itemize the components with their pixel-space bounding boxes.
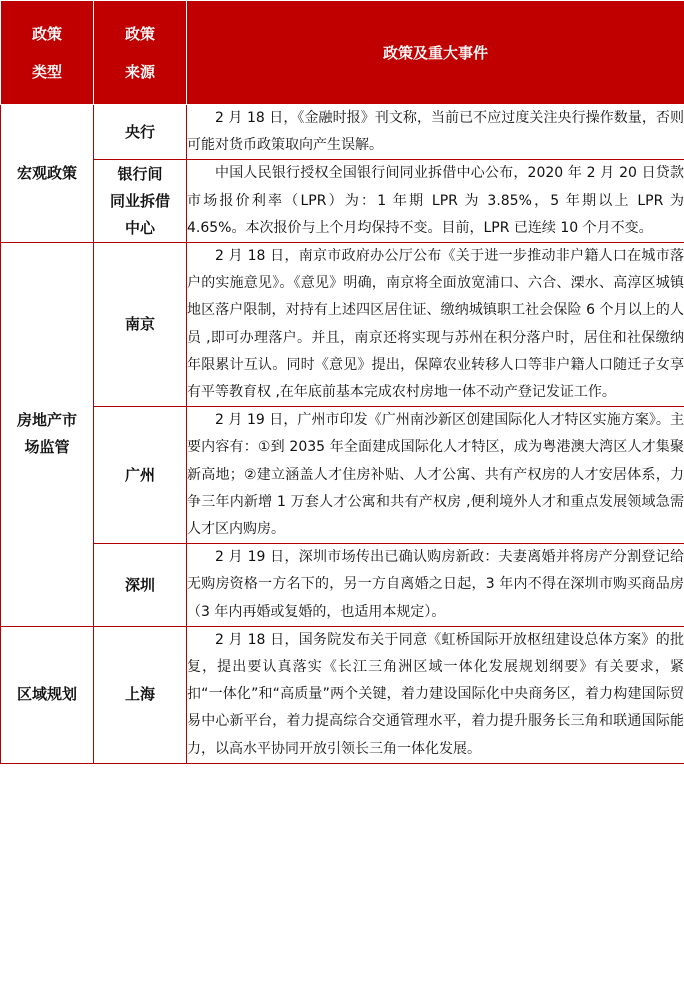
policy-event-text: 2 月 18 日，《金融时报》刊文称，当前已不应过度关注央行操作数量，否则可能对货币政策取向产生误解。 — [187, 105, 684, 160]
source-line: 银行间 — [117, 164, 163, 183]
table-row — [1, 407, 684, 544]
table-row — [1, 626, 684, 763]
policy-source-cell — [94, 544, 187, 627]
policy-source-cell — [94, 626, 187, 763]
table-row — [1, 105, 684, 160]
policy-event-text: 2 月 19 日，广州市印发《广州南沙新区创建国际化人才特区实施方案》。主要内容有：①到 2035 年全面建成国际化人才特区，成为粤港澳大湾区人才集聚新高地；②建立涵盖人才住房补贴、人才公寓、共有产权房的人才安居体系，力争三年内新增 1 万套人才公寓和共有产权房 ,便利境外人才和重点发展领域急需人才区内购房。 — [187, 407, 684, 544]
table-row — [1, 160, 684, 243]
header-policy-type — [1, 1, 94, 105]
policy-event-text: 中国人民银行授权全国银行间同业拆借中心公布，2020 年 2 月 20 日贷款市场报价利率（LPR）为：1 年期 LPR 为 3.85%，5 年期以上 LPR 为 4.65%。本次报价与上个月均保持不变。目前，LPR 已连续 10 个月不变。 — [187, 160, 684, 243]
source-line: 同业拆借 — [109, 191, 170, 210]
header-type-line2: 类型 — [31, 62, 62, 81]
source-line: 中心 — [124, 218, 155, 237]
source-line: 央行 — [124, 122, 155, 141]
header-policy-source — [94, 1, 187, 105]
policy-type-cell: 区域规划 — [1, 626, 94, 763]
source-line: 上海 — [124, 685, 155, 704]
policy-source-cell — [94, 407, 187, 544]
header-source-line2: 来源 — [124, 62, 155, 81]
policy-source-cell — [94, 160, 187, 243]
policy-type-cell: 宏观政策 — [1, 105, 94, 243]
policy-event-text: 2 月 19 日，深圳市场传出已确认购房新政：夫妻离婚并将房产分割登记给无购房资格一方名下的，另一方自离婚之日起，3 年内不得在深圳市购买商品房（3 年内再婚或复婚的，也适用本规定）。 — [187, 544, 684, 627]
source-line: 深圳 — [124, 575, 155, 594]
header-events: 政策及重大事件 — [187, 1, 684, 105]
table-row — [1, 243, 684, 407]
source-line: 广州 — [124, 465, 155, 484]
type-line: 场监管 — [24, 438, 70, 457]
header-source-line1: 政策 — [124, 24, 155, 43]
policy-event-text: 2 月 18 日，国务院发布关于同意《虹桥国际开放枢纽建设总体方案》的批复，提出要认真落实《长江三角洲区域一体化发展规划纲要》有关要求，紧扣“一体化”和“高质量”两个关键，着力建设国际化中央商务区，着力构建国际贸易中心新平台，着力提高综合交通管理水平，着力提升服务长三角和联通国际能力，以高水平协同开放引领长三角一体化发展。 — [187, 626, 684, 763]
header-row — [1, 1, 684, 105]
policy-event-text: 2 月 18 日，南京市政府办公厅公布《关于进一步推动非户籍人口在城市落户的实施意见》。《意见》明确，南京将全面放宽浦口、六合、溧水、高淳区城镇地区落户限制，对持有上述四区居住证、缴纳城镇职工社会保险 6 个月以上的人员 ,即可办理落户。并且，南京还将实现与苏州在积分落户时，居住和社保缴纳年限累计互认。同时《意见》提出，保障农业转移人口等非户籍人口随迁子女享有平等教育权 ,在年底前基本完成农村房地一体不动产登记发证工作。 — [187, 243, 684, 407]
source-line: 南京 — [124, 315, 155, 334]
policy-source-cell — [94, 105, 187, 160]
type-line: 房地产市 — [16, 411, 77, 430]
table-row — [1, 544, 684, 627]
policy-type-cell — [1, 243, 94, 627]
header-type-line1: 政策 — [31, 24, 62, 43]
policy-source-cell — [94, 243, 187, 407]
